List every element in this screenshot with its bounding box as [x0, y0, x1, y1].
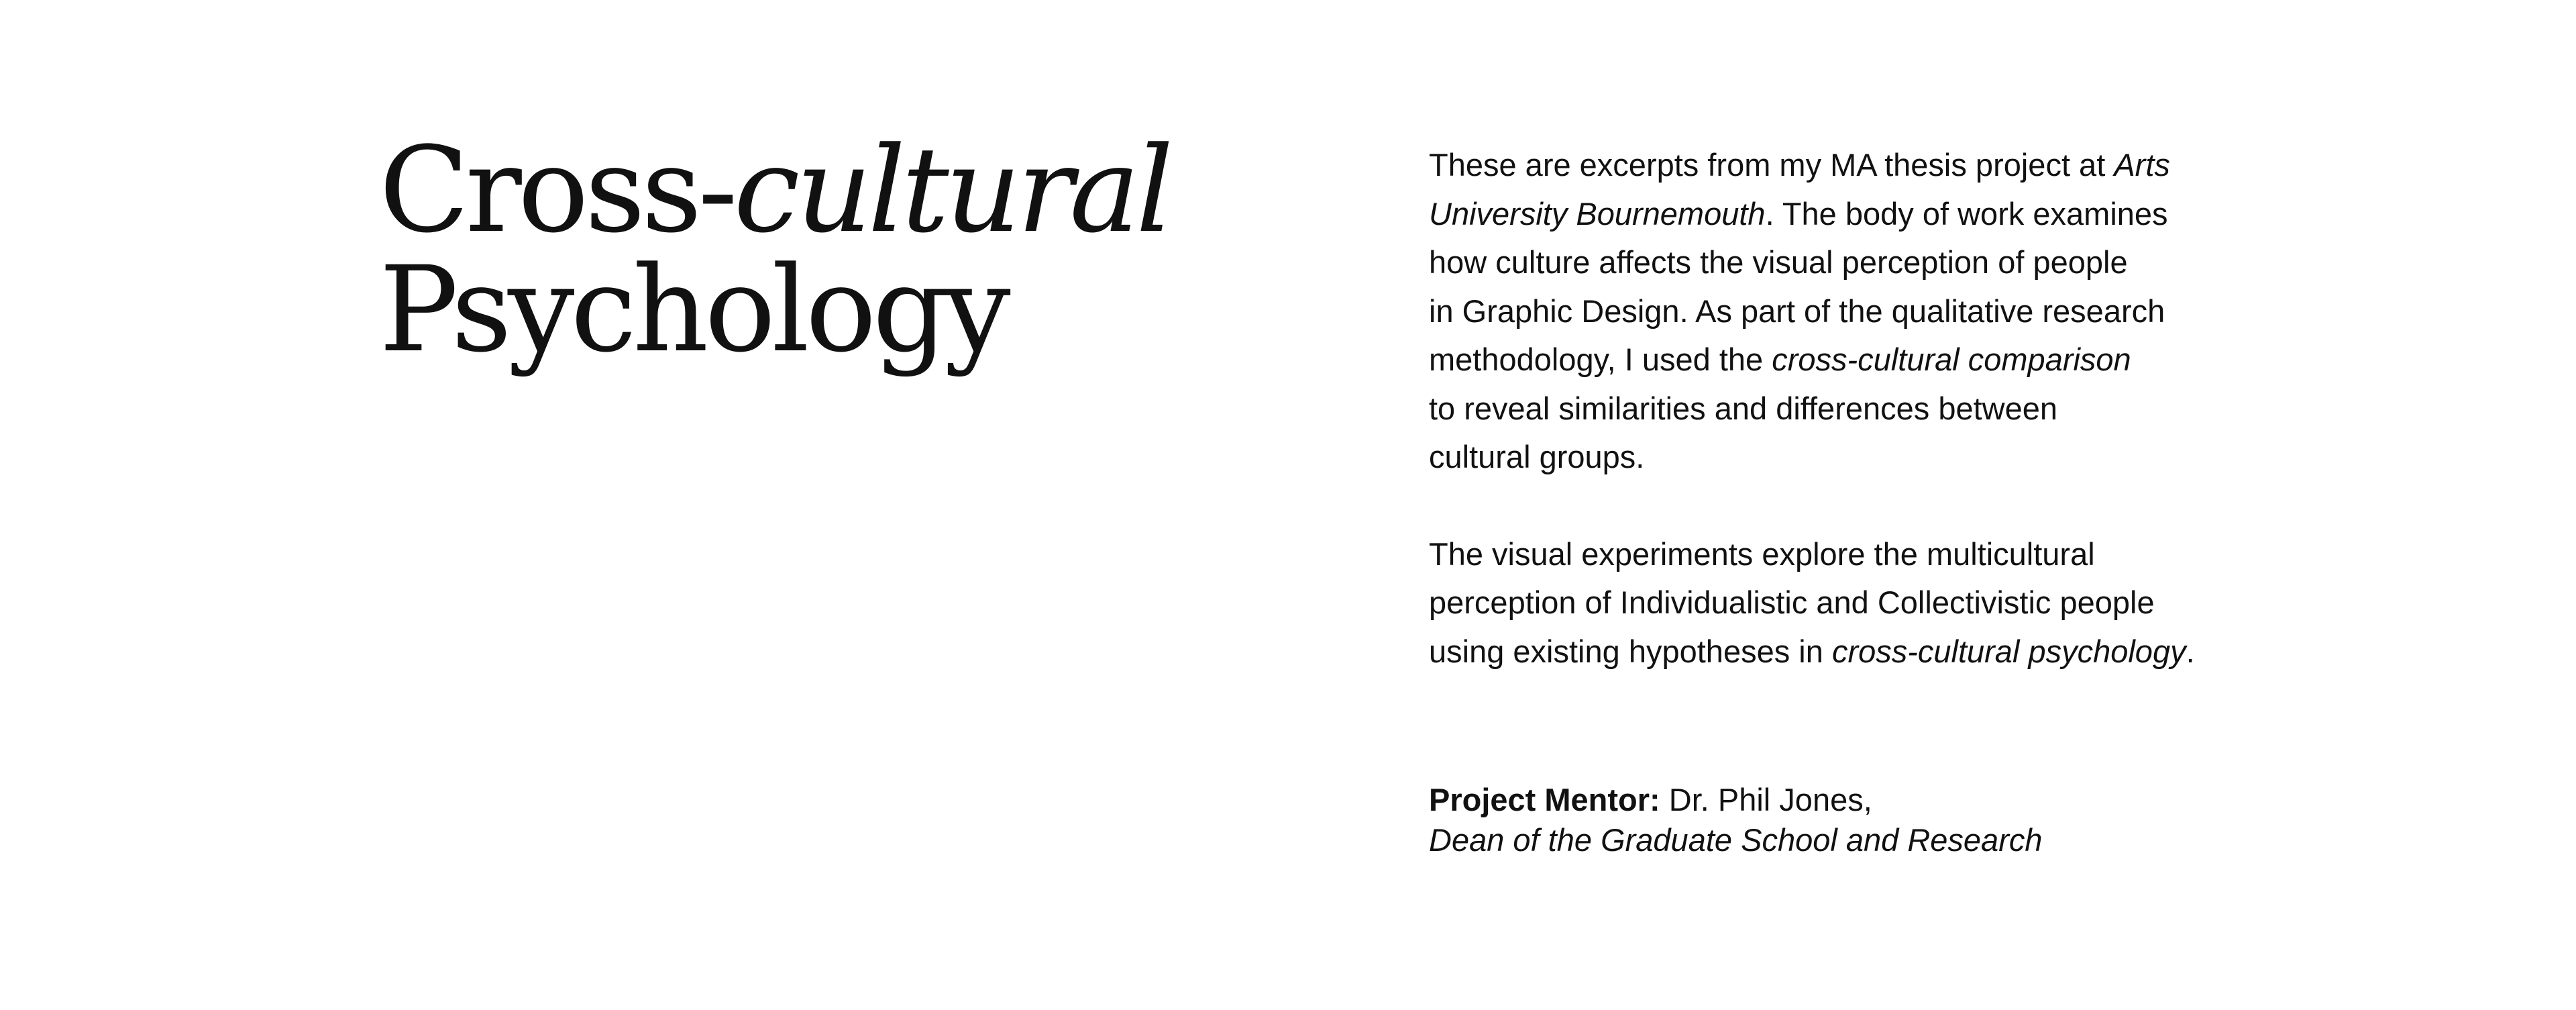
project-mentor [1429, 780, 2042, 860]
field-term: cross-cultural psychology [1831, 633, 2186, 669]
paragraph-1-line-7: cultural groups. [1429, 439, 1645, 474]
mentor-label: Project Mentor: [1429, 782, 1660, 817]
paragraph-1-line-3: how culture affects the visual perception of people [1429, 244, 2128, 280]
paragraph-2-line-3 [1429, 627, 2261, 676]
intro-paragraph-1 [1429, 141, 2261, 482]
paragraph-1-line-5 [1429, 336, 2261, 385]
title-line-1 [379, 121, 1170, 259]
paragraph-1-line-1 [1429, 141, 2261, 190]
intro-text [1429, 141, 2261, 676]
paragraph-2-line-2: perception of Individualistic and Collectivistic people [1429, 585, 2155, 620]
method-term: cross-cultural comparison [1772, 342, 2131, 377]
mentor-name: Dr. Phil Jones, [1660, 782, 1872, 817]
intro-paragraph-2 [1429, 530, 2261, 676]
paragraph-2-line-1: The visual experiments explore the multicultural [1429, 536, 2095, 572]
paragraph-1-line-2 [1429, 190, 2261, 239]
paragraph-1-line-6: to reveal similarities and differences between [1429, 390, 2058, 426]
paragraph-1-line-5-text: methodology, I used the [1429, 342, 1772, 377]
paragraph-2-period: . [2186, 633, 2195, 669]
university-name-part-1: Arts [2114, 147, 2170, 183]
title-part-1: Cross- [379, 121, 734, 259]
paragraph-2-line-3-text: using existing hypotheses in [1429, 633, 1832, 669]
university-name-part-2: University Bournemouth [1429, 195, 1766, 232]
page-title [379, 121, 1170, 378]
mentor-role: Dean of the Graduate School and Research [1429, 822, 2043, 858]
title-line-2: Psychology [379, 241, 1007, 378]
paragraph-1-line-1-text: These are excerpts from my MA thesis project at [1429, 147, 2114, 183]
paragraph-1-line-4: in Graphic Design. As part of the qualitative research [1429, 293, 2165, 329]
title-part-2-italic: cultural [733, 121, 1170, 259]
mentor-line-1 [1429, 780, 2042, 820]
paragraph-1-line-2-text: . The body of work examines [1765, 195, 2168, 232]
